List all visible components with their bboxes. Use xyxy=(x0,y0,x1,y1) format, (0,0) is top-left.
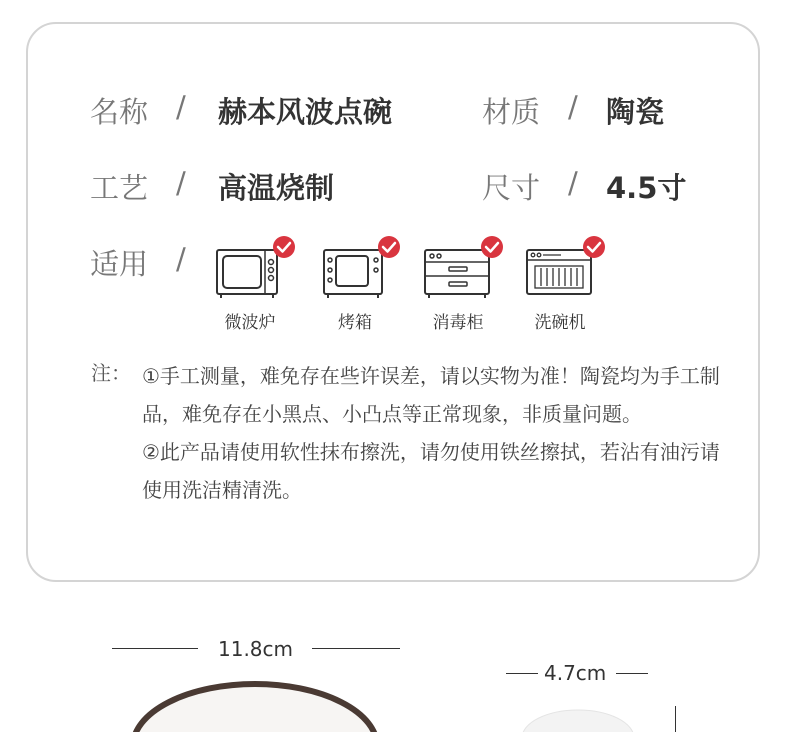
bowl-side-view xyxy=(516,706,640,732)
note-label: 注： xyxy=(91,361,131,385)
microwave-icon xyxy=(205,236,295,300)
appliance-microwave xyxy=(205,236,295,333)
material-label: 材质 xyxy=(482,95,541,129)
craft-label: 工艺 xyxy=(90,171,149,205)
appliance-label: 洗碗机 xyxy=(534,313,586,333)
size-value: 4.5寸 xyxy=(606,171,687,205)
height-marker xyxy=(675,706,676,732)
appliance-sterilizer xyxy=(413,236,503,333)
material-value: 陶瓷 xyxy=(606,95,665,129)
usage-label: 适用 xyxy=(90,247,149,281)
name-value: 赫本风波点碗 xyxy=(218,95,393,129)
dimension-line-left xyxy=(112,648,198,649)
separator: / xyxy=(568,166,578,200)
appliance-oven xyxy=(310,236,400,333)
note-line-1: ①手工测量，难免存在些许误差，请以实物为准！陶瓷均为手工制品，难免存在小黑点、小凸点等正常现象，非质量问题。 xyxy=(142,364,720,426)
diameter-label: 11.8cm xyxy=(218,637,294,661)
sterilizer-icon xyxy=(413,236,503,300)
separator: / xyxy=(568,90,578,124)
dimension-line-right xyxy=(312,648,400,649)
note-line-2: ②此产品请使用软性抹布擦洗，请勿使用铁丝擦拭，若沾有油污请使用洗洁精清洗。 xyxy=(142,440,720,502)
size-label: 尺寸 xyxy=(482,171,541,205)
appliance-label: 消毒柜 xyxy=(432,313,484,333)
separator: / xyxy=(176,90,186,124)
height-label: 4.7cm xyxy=(544,661,607,685)
craft-value: 高温烧制 xyxy=(218,171,335,205)
appliance-label: 烤箱 xyxy=(338,313,372,333)
height-line-left xyxy=(506,673,538,674)
height-line-right xyxy=(616,673,648,674)
separator: / xyxy=(176,166,186,200)
separator: / xyxy=(176,242,186,276)
dishwasher-icon xyxy=(515,236,605,300)
oven-icon xyxy=(310,236,400,300)
note-body xyxy=(142,357,732,509)
appliance-label: 微波炉 xyxy=(224,313,276,333)
appliance-dishwasher xyxy=(515,236,605,333)
name-label: 名称 xyxy=(90,95,149,129)
bowl-top-view xyxy=(120,676,390,732)
